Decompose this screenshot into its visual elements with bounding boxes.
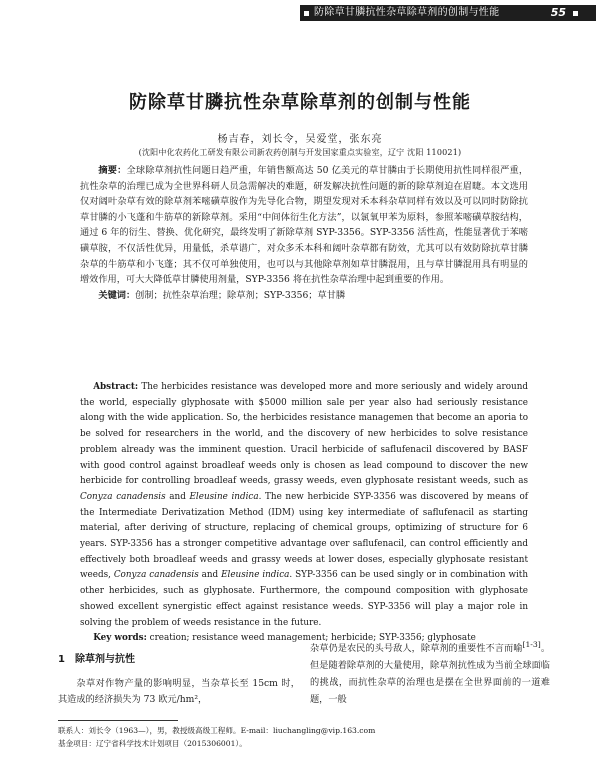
abstract-en-text: and	[198, 570, 222, 581]
right-column-paragraph	[310, 636, 550, 708]
paper-title: 防除草甘膦抗性杂草除草剂的创制与性能	[129, 92, 471, 113]
footnotes	[58, 724, 548, 750]
abstract-cn-paragraph	[80, 163, 528, 288]
page-number: 55	[550, 6, 566, 19]
header-square-icon	[304, 11, 309, 16]
keywords-cn	[80, 288, 528, 304]
keywords-en-label: Key words:	[93, 633, 147, 644]
abstract-en-text: . The new herbicide SYP-3356 was discovered by means of the Intermediate Derivatization Method (IDM) using key intermediate of saflufenacil as starting material, after deriving of structure, replacing of chemical groups, optimizing of structure for 6 years. SYP-3356 has a stronger competitive advantage over saflufenacil, can control efficiently and effectively both broadleaf weeds and grassy weeds at lower doses, especially glyphosate resistant weeds,	[80, 491, 529, 581]
species-name: Eleusine indica	[189, 491, 259, 502]
abstract-en-text: and	[165, 491, 190, 502]
abstract-en	[80, 380, 528, 647]
abstract-cn	[80, 163, 528, 303]
keywords-en-text: creation; resistance weed management; herbicide; SYP-3356; glyphosate	[146, 633, 476, 644]
abstract-en-paragraph	[80, 380, 528, 631]
running-header	[300, 5, 596, 21]
reference-citation: [1-3]	[522, 640, 541, 649]
body-text: 。但是随着除草剂的大量使用，除草剂抗性成为当前全球面临的挑战，而抗性杂草的治理也是摆在全世界面前的一道难题，一般	[310, 643, 551, 706]
keywords-cn-label: 关键词：	[98, 289, 136, 301]
abstract-en-label: Abstract:	[93, 382, 139, 392]
running-title: 防除草甘膦抗性杂草除草剂的创制与性能	[314, 7, 500, 18]
abstract-en-text: The herbicides resistance was developed more and more seriously and widely around the world, especially glyphosate with $5000 million sale per year also had seriously resistance along with the wide application. So, the herbicides resistance managemen that become an aporia to be solved for researchers in the world, and the discovery of new herbicides to solve resistance problem already was the imminent question. Uracil herbicide of saflufenacil discovered by BASF with good control against broadleaf weeds only is chosen as lead compound to discover the new herbicide for controlling broadleaf weeds, grassy weeds, even glyphosate resistant weeds, such as	[80, 382, 528, 487]
affiliation: (沈阳中化农药化工研发有限公司新农药创制与开发国家重点实验室，辽宁 沈阳 110021)	[138, 148, 462, 157]
species-name: Eleusine indica	[221, 570, 290, 581]
footnote-contact: 联系人：刘长令（1963—），男，教授级高级工程师。E-mail：liuchangling@vip.163.com	[58, 726, 376, 735]
header-square-icon	[573, 11, 578, 16]
keywords-cn-text: 创制；抗性杂草治理；除草剂；SYP-3356；草甘膦	[135, 289, 346, 301]
left-column	[58, 652, 300, 708]
footnote-funding: 基金项目：辽宁省科学技术计划项目（2015306001）。	[58, 739, 247, 748]
section-paragraph: 杂草对作物产量的影响明显，当杂草长至 15cm 时，其造成的经济损失为 73 欧元/hm²，	[58, 678, 300, 705]
abstract-en-text: . SYP-3356 can be used singly or in combination with other herbicides, such as glyphosate. Furthermore, the compound composition with glyphosate showed excellent synergistic effect against resistance weeds. SYP-3356 will play a major role in solving the problem of weeds resistance in the future.	[80, 570, 528, 628]
abstract-cn-text: 全球除草剂抗性问题日趋严重，年销售额高达 50 亿美元的草甘膦由于长期使用抗性同样很严重，抗性杂草的治理已成为全世界科研人员急需解决的难题，研发解决抗性问题的新的除草剂迫在眉睫。本文选用仅对阔叶杂草有效的除草剂苯嘧磺草胺作为先导化合物，期望发现对禾本科杂草同样有效以及可以同时防除抗草甘膦的小飞蓬和牛筋草的新除草剂。采用“中间体衍生化方法”，以氯氧甲苯为原料，参照苯嘧磺草胺结构，通过 6 年的衍生、替换、优化研究，最终发明了新除草剂 SYP-3356。SYP-3356 活性高，性能显著优于苯嘧磺草胺，不仅活性优异，用量低，杀草谱广，对众多禾本科和阔叶杂草都有防效，尤其可以有效防除抗草甘膦杂草的牛筋草和小飞蓬；其不仅可单独使用，也可以与其他除草剂如草甘膦混用，且与草甘膦混用具有明显的增效作用，可大大降低草甘膦使用剂量，SYP-3356 将在抗性杂草治理中起到重要的作用。	[80, 165, 529, 286]
abstract-cn-label: 摘要：	[98, 165, 127, 176]
authors: 杨吉春，刘长令，吴爱堂，张东亮	[217, 134, 383, 145]
footnote-divider	[58, 720, 178, 721]
species-name: Conyza canadensis	[113, 570, 199, 581]
right-column	[310, 636, 550, 708]
section-title: 1 除草剂与抗性	[58, 654, 135, 665]
body-text: 杂草仍是农民的头号敌人，除草剂的重要性不言而喻	[310, 643, 523, 655]
species-name: Conyza canadensis	[80, 491, 166, 502]
